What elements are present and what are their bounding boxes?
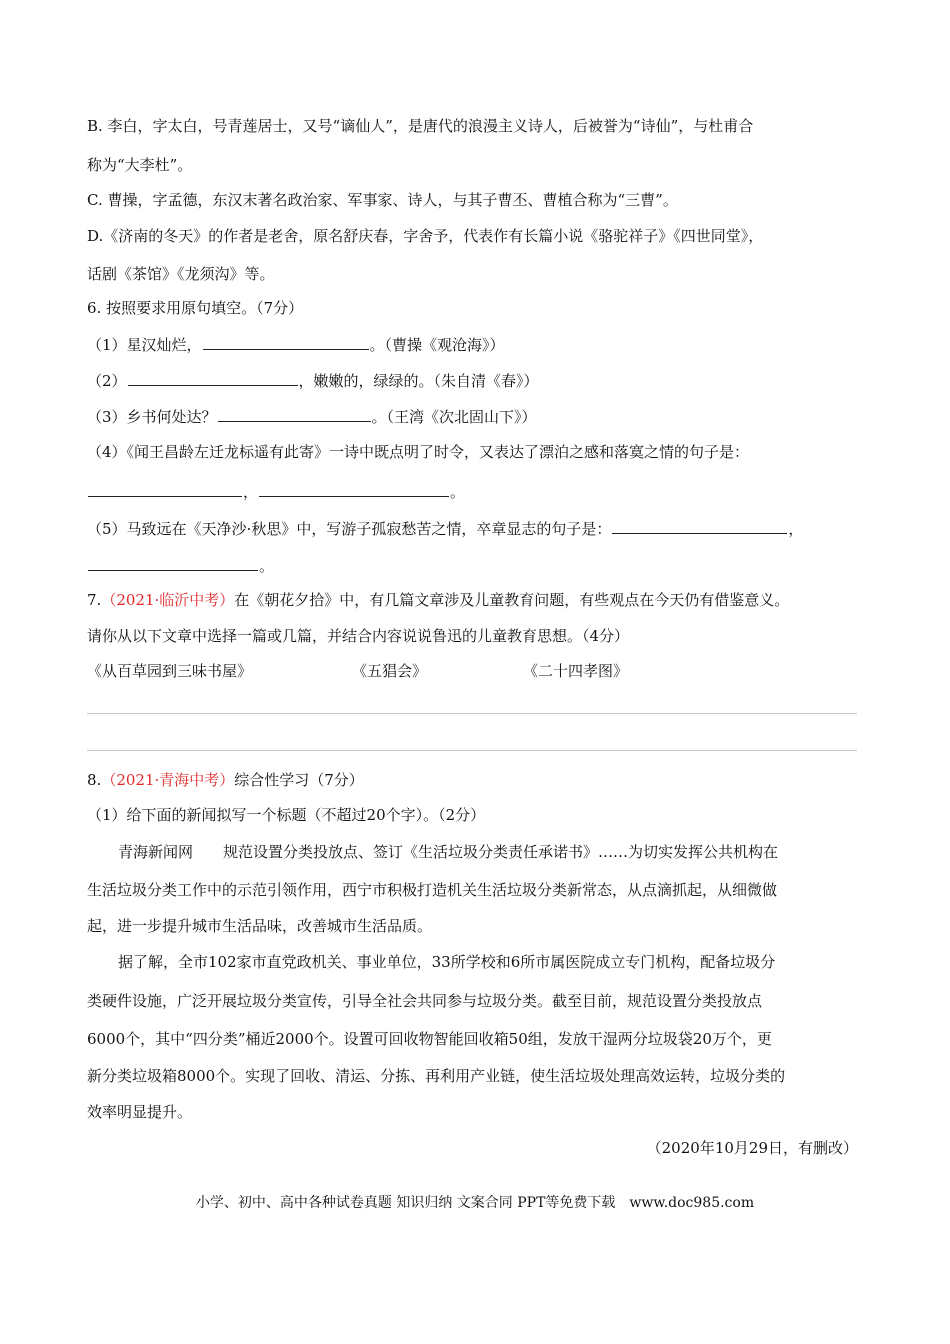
q5-option-d-line1: D.《济南的冬天》的作者是老舍，原名舒庆春，字舍予，代表作有长篇小说《骆驼祥子》《四世同堂》，: [87, 227, 764, 245]
answer-blank[interactable]: [88, 554, 258, 571]
q6-item-5-blank-line: [87, 554, 274, 576]
q7-option-1: 《从百草园到三味书屋》: [87, 662, 253, 680]
q6-item-3-prefix: （3）乡书何处达？: [87, 408, 217, 426]
q8-news-p1-line1: 青海新闻网 规范设置分类投放点、签订《生活垃圾分类责任承诺书》……为切实发挥公共机构在: [118, 843, 779, 861]
q6-item-4-comma: ，: [243, 483, 259, 501]
q7-number: 7.: [87, 591, 102, 609]
q6-item-1-suffix: 。（曹操《观沧海》）: [369, 336, 505, 354]
q8-text: 综合性学习（7分）: [234, 771, 364, 789]
q6-item-4: （4）《闻王昌龄左迁龙标遥有此寄》一诗中既点明了时令，又表达了漂泊之感和落寞之情的句子是：: [87, 443, 750, 461]
q8-news-p2-line1: 据了解，全市102家市直党政机关、事业单位，33所学校和6所市属医院成立专门机构，配备垃圾分: [118, 953, 776, 971]
q6-item-2: [87, 369, 539, 391]
q7-option-2: 《五猖会》: [352, 662, 428, 680]
q8-number: 8.: [87, 771, 102, 789]
answer-blank[interactable]: [218, 405, 371, 422]
q7-text: 在《朝花夕拾》中，有几篇文章涉及儿童教育问题，有些观点在今天仍有借鉴意义。: [234, 591, 790, 609]
q6-item-2-prefix: （2）: [87, 372, 127, 390]
answer-blank[interactable]: [88, 480, 242, 497]
answer-line[interactable]: [87, 713, 857, 714]
q5-option-b-line1: B. 李白，字太白，号青莲居士，又号“谪仙人”，是唐代的浪漫主义诗人，后被誉为“诗仙”，与杜甫合: [87, 117, 754, 135]
q8-news-p2-line4: 新分类垃圾箱8000个。实现了回收、清运、分拣、再利用产业链，使生活垃圾处理高效运转，垃圾分类的: [87, 1067, 786, 1085]
q7-header: [87, 590, 789, 610]
q6-item-5-comma: ，: [788, 520, 804, 538]
q8-news-p2-line5: 效率明显提升。: [87, 1103, 193, 1121]
q8-news-p2-line3: 6000个，其中“四分类”桶近2000个。设置可回收物智能回收箱50组，发放干湿两分垃圾袋20万个，更: [87, 1030, 772, 1048]
q7-source-tag: （2021·临沂中考）: [101, 591, 235, 609]
answer-blank[interactable]: [128, 369, 298, 386]
q8-news-p1-line3: 起，进一步提升城市生活品味，改善城市生活品质。: [87, 917, 433, 935]
q6-title: 6. 按照要求用原句填空。（7分）: [87, 299, 304, 317]
q8-news-p1-line2: 生活垃圾分类工作中的示范引领作用，西宁市积极打造机关生活垃圾分类新常态，从点滴抓起，从细微做: [87, 881, 778, 899]
q5-option-c: C. 曹操，字孟德，东汉末著名政治家、军事家、诗人，与其子曹丕、曹植合称为“三曹”。: [87, 191, 678, 209]
q8-news-date: （2020年10月29日，有删改）: [646, 1139, 858, 1157]
page-footer: 小学、初中、高中各种试卷真题 知识归纳 文案合同 PPT等免费下载 www.doc985.com: [195, 1195, 755, 1211]
q8-news-p2-line2: 类硬件设施，广泛开展垃圾分类宣传，引导全社会共同参与垃圾分类。截至目前，规范设置分类投放点: [87, 992, 763, 1010]
q5-option-d-line2: 话剧《茶馆》《龙须沟》等。: [87, 265, 275, 283]
q6-item-3-suffix: 。（王湾《次北固山下》）: [371, 408, 537, 426]
answer-blank[interactable]: [259, 480, 449, 497]
q6-item-4-blanks: [87, 480, 465, 502]
q6-item-1: [87, 333, 505, 355]
answer-blank[interactable]: [612, 517, 787, 534]
answer-blank[interactable]: [203, 333, 369, 350]
q8-source-tag: （2021·青海中考）: [101, 771, 235, 789]
q6-item-4-end: 。: [450, 483, 466, 501]
q7-line2: 请你从以下文章中选择一篇或几篇，并结合内容说说鲁迅的儿童教育思想。（4分）: [87, 627, 630, 645]
q8-header: [87, 770, 364, 790]
q5-option-b-line2: 称为“大李杜”。: [87, 156, 193, 174]
q8-sub-question-1: （1）给下面的新闻拟写一个标题（不超过20个字）。（2分）: [87, 806, 486, 824]
q6-item-5: [87, 517, 803, 539]
q6-item-2-suffix: ，嫩嫩的，绿绿的。（朱自清《春》）: [298, 372, 539, 390]
q6-item-1-prefix: （1）星汉灿烂，: [87, 336, 202, 354]
q6-item-3: [87, 405, 537, 427]
q7-option-3: 《二十四孝图》: [523, 662, 629, 680]
q6-item-5-text: （5）马致远在《天净沙·秋思》中，写游子孤寂愁苦之情，卒章显志的句子是：: [87, 520, 612, 538]
q6-item-5-end: 。: [259, 557, 275, 575]
answer-line[interactable]: [87, 750, 857, 751]
